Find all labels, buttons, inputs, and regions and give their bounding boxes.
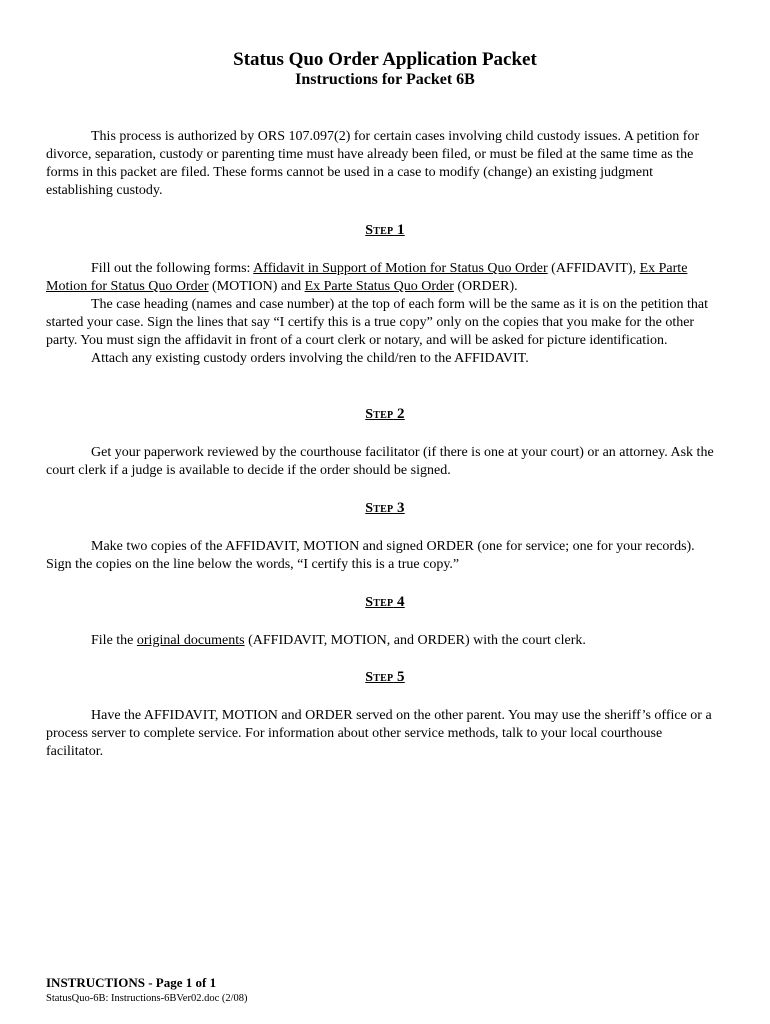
step-1-text-suffix: (ORDER). (453, 279, 518, 294)
step-1-text-mid2: (MOTION) and (208, 279, 305, 294)
step-5-paragraph: Have the AFFIDAVIT, MOTION and ORDER served on the other parent. You may use the sheriff’s office or a process server to complete service. For information about other service methods, talk to your local courthouse facilitator. (46, 708, 712, 759)
page-title: Status Quo Order Application Packet (233, 49, 537, 70)
step-4-text-suffix: (AFFIDAVIT, MOTION, and ORDER) with the court clerk. (244, 633, 586, 648)
step-3-heading (0, 500, 770, 517)
step-5-body (46, 707, 716, 761)
step-1-paragraph-3: Attach any existing custody orders involving the child/ren to the AFFIDAVIT. (91, 351, 529, 366)
step-1-body (46, 260, 716, 368)
step-4-label: Step (365, 595, 394, 610)
step-2-body (46, 444, 716, 480)
step-1-paragraph-2: The case heading (names and case number) at the top of each form will be the same as it is on the petition that started your case. Sign the lines that say “I certify this is a true copy” only on the copies that you make for the other party. You must sign the affidavit in front of a court clerk or notary, and will be asked for picture identification. (46, 297, 708, 348)
step-4-heading (0, 594, 770, 611)
step-3-body (46, 538, 716, 574)
step-3-label: Step (365, 501, 394, 516)
step-4-paragraph (46, 632, 716, 650)
step-1-paragraph-1 (46, 260, 716, 296)
step-3-paragraph: Make two copies of the AFFIDAVIT, MOTION and signed ORDER (one for service; one for your records). Sign the copies on the line below the words, “I certify this is a true copy.” (46, 539, 695, 572)
step-4-text-prefix: File the (91, 633, 137, 648)
step-2-label: Step (365, 407, 394, 422)
motion-form-link[interactable]: Ex Parte Motion for Status Quo Order (46, 261, 688, 294)
order-form-link[interactable]: Ex Parte Status Quo Order (304, 279, 454, 294)
step-4-body (46, 632, 716, 650)
step-4-number: 4 (397, 594, 405, 610)
step-5-number: 5 (397, 669, 405, 685)
step-2-number: 2 (397, 406, 405, 422)
footer-page-label: INSTRUCTIONS - Page 1 of 1 (46, 975, 217, 990)
intro-text: This process is authorized by ORS 107.097(2) for certain cases involving child custody issues. A petition for divorce, separation, custody or parenting time must have already been filed, or must be filed at the same time as the forms in this packet are filed. These forms cannot be used in a case to modify (change) an existing judgment establishing custody. (46, 129, 700, 198)
footer-doc-id: StatusQuo-6B: Instructions-6BVer02.doc (2/08) (46, 993, 248, 1004)
step-3-number: 3 (397, 500, 405, 516)
step-5-heading (0, 669, 770, 686)
step-1-text-prefix: Fill out the following forms: (91, 261, 254, 276)
intro-paragraph (46, 128, 716, 200)
step-1-number: 1 (397, 222, 405, 238)
step-1-heading (0, 222, 770, 239)
affidavit-form-link[interactable]: Affidavit in Support of Motion for Status Quo Order (253, 261, 548, 276)
step-2-paragraph: Get your paperwork reviewed by the courthouse facilitator (if there is one at your court) or an attorney. Ask the court clerk if a judge is available to decide if the order should be signed. (46, 445, 714, 478)
page-subtitle: Instructions for Packet 6B (295, 71, 475, 88)
step-2-heading (0, 406, 770, 423)
step-1-label: Step (365, 223, 394, 238)
step-5-label: Step (365, 670, 394, 685)
step-1-text-mid1: (AFFIDAVIT), (547, 261, 640, 276)
original-documents-link[interactable]: original documents (136, 633, 245, 648)
